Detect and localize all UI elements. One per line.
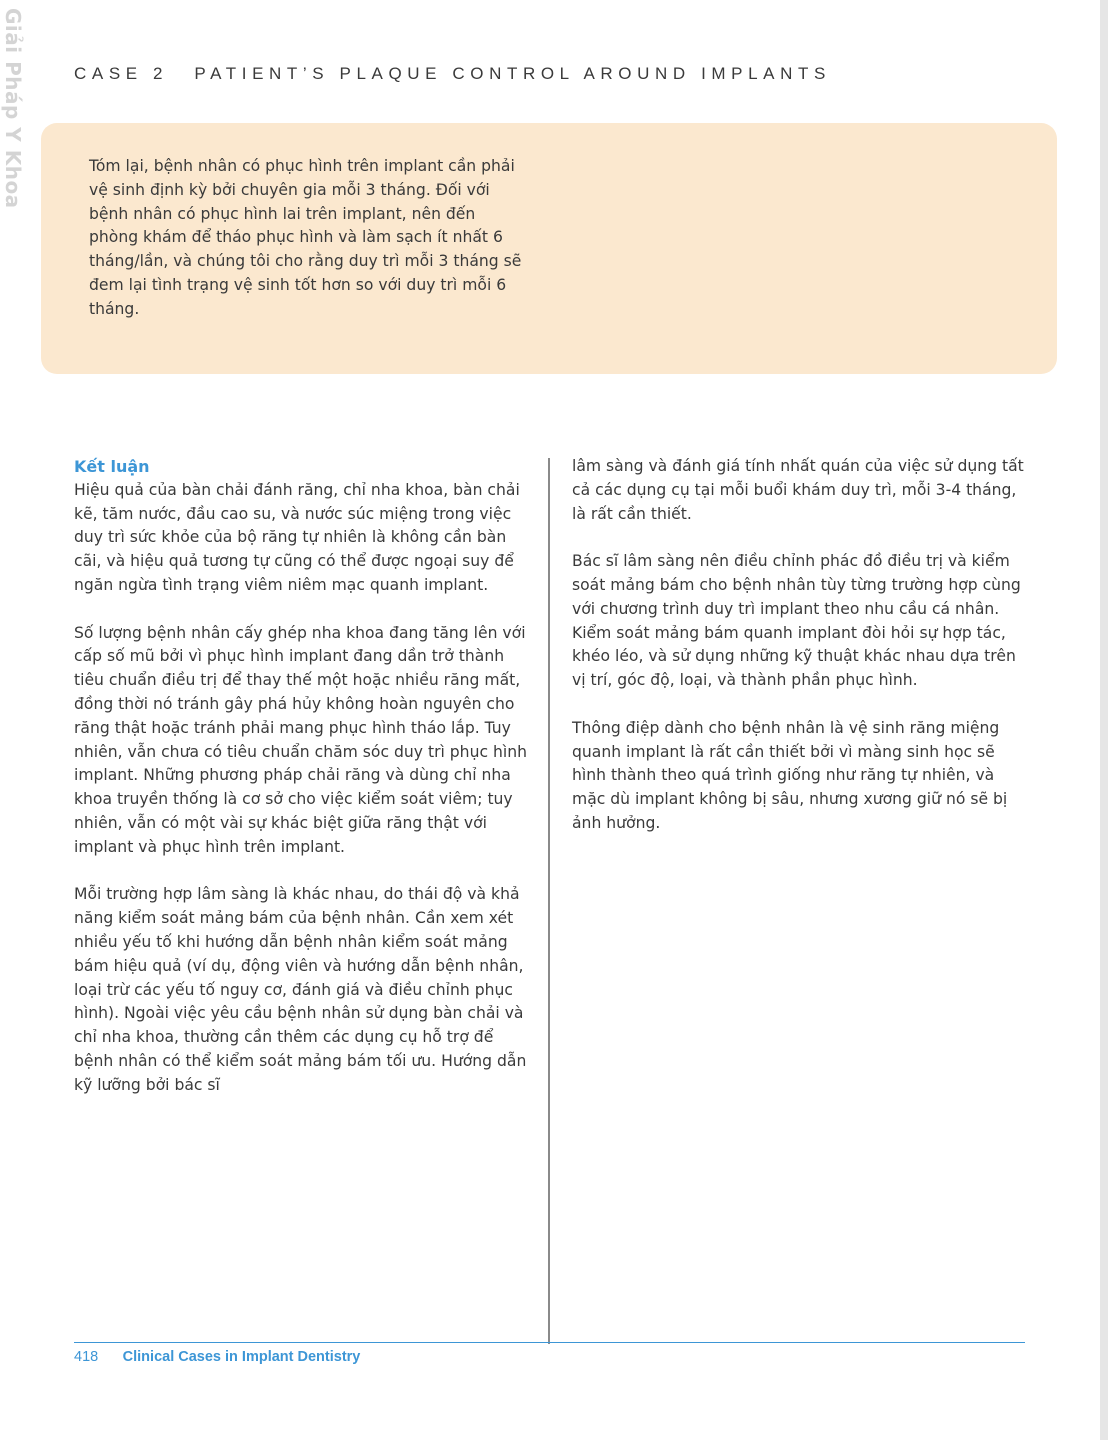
footer (74, 1349, 360, 1365)
case-label: CASE 2 (74, 64, 169, 83)
left-column (74, 455, 529, 1121)
book-title: Clinical Cases in Implant Dentistry (122, 1349, 361, 1365)
page-edge (1100, 0, 1108, 1440)
running-head-title: PATIENT’S PLAQUE CONTROL AROUND IMPLANTS (194, 64, 831, 83)
summary-text: Tóm lại, bệnh nhân có phục hình trên implant cần phải vệ sinh định kỳ bởi chuyên gia mỗi 3 tháng. Đối với bệnh nhân có phục hình lai trên implant, nên đến phòng khám để tháo phục hình và làm sạch ít nhất 6 tháng/lần, và chúng tôi cho rằng duy trì mỗi 3 tháng sẽ đem lại tình trạng vệ sinh tốt hơn so với duy trì mỗi 6 tháng. (89, 157, 522, 318)
paragraph: Bác sĩ lâm sàng nên điều chỉnh phác đồ điều trị và kiểm soát mảng bám cho bệnh nhân tùy từng trường hợp cùng với chương trình duy trì implant theo nhu cầu cá nhân. Kiểm soát mảng bám quanh implant đòi hỏi sự hợp tác, khéo léo, và sử dụng những kỹ thuật khác nhau dựa trên vị trí, góc độ, loại, và thành phần phục hình. (572, 552, 1021, 690)
section-heading-conclusion: Kết luận (74, 457, 150, 476)
paragraph: Hiệu quả của bàn chải đánh răng, chỉ nha khoa, bàn chải kẽ, tăm nước, đầu cao su, và nước súc miệng trong việc duy trì sức khỏe của bộ răng tự nhiên là không cần bàn cãi, và hiệu quả tương tự cũng có thể được ngoại suy để ngăn ngừa tình trạng viêm niêm mạc quanh implant. (74, 480, 520, 594)
footer-rule (74, 1342, 1025, 1343)
column-divider (548, 458, 550, 1344)
paragraph: Thông điệp dành cho bệnh nhân là vệ sinh răng miệng quanh implant là rất cần thiết bởi vì màng sinh học sẽ hình thành theo quá trình giống như răng tự nhiên, và mặc dù implant không bị sâu, nhưng xương giữ nó sẽ bị ảnh hưởng. (572, 718, 1008, 832)
page-number: 418 (74, 1349, 99, 1365)
summary-box (41, 123, 1057, 374)
paragraph: Mỗi trường hợp lâm sàng là khác nhau, do thái độ và khả năng kiểm soát mảng bám của bệnh nhân. Cần xem xét nhiều yếu tố khi hướng dẫn bệnh nhân kiểm soát mảng bám hiệu quả (ví dụ, động viên và hướng dẫn bệnh nhân, loại trừ các yếu tố nguy cơ, đánh giá và điều chỉnh phục hình). Ngoài việc yêu cầu bệnh nhân sử dụng bàn chải và chỉ nha khoa, thường cần thêm các dụng cụ hỗ trợ để bệnh nhân có thể kiểm soát mảng bám tối ưu. Hướng dẫn kỹ lưỡng bởi bác sĩ (74, 885, 527, 1094)
running-head (74, 64, 831, 84)
paragraph: lâm sàng và đánh giá tính nhất quán của việc sử dụng tất cả các dụng cụ tại mỗi buổi khám duy trì, mỗi 3-4 tháng, là rất cần thiết. (572, 457, 1024, 523)
watermark: Giải Pháp Y Khoa (1, 8, 25, 209)
paragraph: Số lượng bệnh nhân cấy ghép nha khoa đang tăng lên với cấp số mũ bởi vì phục hình implant đang dần trở thành tiêu chuẩn điều trị để thay thế một hoặc nhiều răng mất, đồng thời nó tránh gây phá hủy không hoàn nguyên cho răng thật hoặc tránh phải mang phục hình tháo lắp. Tuy nhiên, vẫn chưa có tiêu chuẩn chăm sóc duy trì phục hình implant. Những phương pháp chải răng và dùng chỉ nha khoa truyền thống là cơ sở cho việc kiểm soát viêm; tuy nhiên, vẫn có một vài sự khác biệt giữa răng thật với implant và phục hình trên implant. (74, 623, 527, 856)
right-column (572, 455, 1027, 860)
